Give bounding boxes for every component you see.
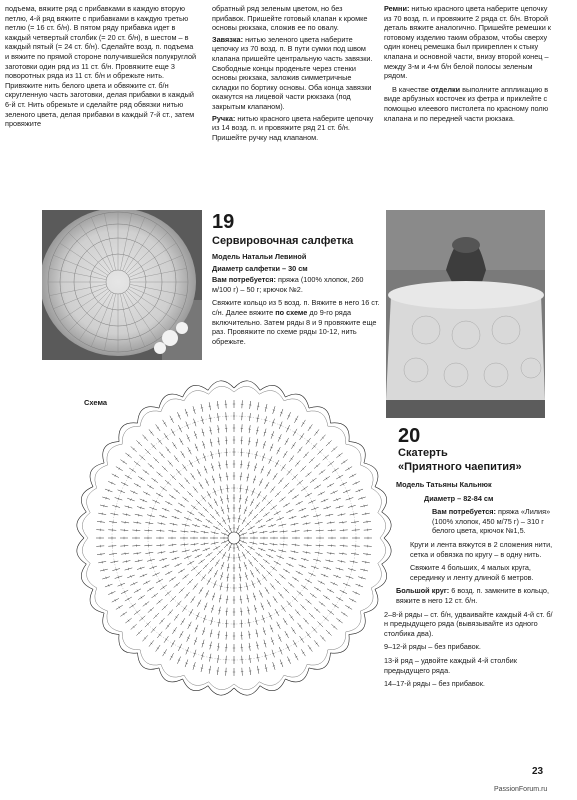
crochet-chart (64, 368, 404, 708)
col2-p1: обратный ряд зеленым цветом, но без прибавок. Пришейте готовый клапан к кромке основы рюкзака, сложив ее по овалу. (212, 4, 368, 33)
section-20-svyazhite: Свяжите 4 больших, 4 малых круга, серединку и ленту длиной 6 метров. (410, 563, 534, 582)
otdelka-pre: В качестве (392, 84, 431, 94)
need20-text: пряжа «Лилия» (100% хлопок, 450 м/75 г) – 310 г белого цвета, крючок №1,5. (432, 507, 551, 536)
col3-remni (384, 4, 552, 81)
col2-ruchka (212, 114, 376, 143)
big-label: Большой круг: (396, 586, 450, 596)
section-20-title-2: «Приятного чаепития» (398, 461, 522, 473)
section-20-model: Модель Татьяны Кальнюк (396, 480, 492, 489)
section-20-r9-12: 9–12-й ряды – без прибавок. (384, 642, 481, 652)
col1-paragraph: подъема, вяжите ряд с прибавками в каждую вторую петлю, 4-й ряд вяжите с прибавками в каждую третью петлю (= 16 ст. б/н). В пятом ряду прибавка идет в каждый четвертый столбик (= 20 ст. б/н), в шестом – в каждый пятый (= 24 ст. б/н). Сделайте возд. п. подъема и вяжите по прямой стороне получившейся полукруглой заготовки один ряд из 11 ст. б/н. Провяжите еще 3 поворотных ряда из 11 ст. б/н и обрежьте нить. Привяжите нить белого цвета и обвяжите ст. б/н скругленную часть заготовки, делая прибавки в каждый 6-й ст. Нить обрежьте и сделайте ряд обвязки нитью зеленого цвета, делая прибавки в каждый 7-й ст., затем провяжите (5, 4, 197, 129)
section-19-title: Сервировочная салфетка (212, 235, 354, 247)
section-20-need (396, 507, 556, 536)
remni-label: Ремни: (384, 4, 410, 13)
big-text: 6 возд. п. замкните в кольцо, вяжите в него 12 ст. б/н. (396, 586, 550, 605)
need20-label: Вам потребуется: (432, 507, 496, 517)
instr19-a: Свяжите кольцо из 5 возд. п. Вяжите в него 16 ст. с/н. Далее вяжите (212, 298, 380, 317)
remni-text: нитью красного цвета наберите цепочку из 70 возд. п. и провяжите 2 ряда ст. б/н. Второй деталь вяжите аналогично. Пришейте ремешки к готовому изделию таким образом, чтобы сверху один конец ремешка был прикреплен к стыку клапана и основной части, внизу второй конец – между 3-м и 4-м б/н белой полосы зеленым рядом. (384, 4, 551, 81)
tablecloth-photo (386, 210, 545, 418)
section-19-need (212, 275, 382, 294)
section-19-text (212, 252, 382, 346)
otdelka-text: выполните аппликацию в виде арбузных косточек из фетра и приклейте с помощью клеевого пистолета по красному полю клапана и по передней части рюкзака. (384, 84, 549, 123)
col1-text (5, 4, 198, 129)
zavyazka-text: нитью зеленого цвета наберите цепочку из 70 возд. п. В пути сумки под швом клапана пришейте центральную часть завязки. Свободные концы проденьте через стенки основы рюкзака, заложив симметричные складки по бортику основы. Оба конца завязки окажутся на лицевой части рюкзака (под закрытым клапаном). (212, 34, 373, 111)
section-19-instr (212, 298, 382, 346)
section-20-r14-17: 14–17-й ряды – без прибавок. (384, 679, 485, 689)
schema-label: Схема (84, 398, 108, 407)
col3-otdelka (384, 85, 552, 123)
section-20-r13: 13-й ряд – удвойте каждый 4-й столбик предыдущего ряда. (384, 655, 517, 675)
site-watermark: PassionForum.ru (494, 786, 548, 793)
section-20-big (396, 586, 556, 605)
col3-text (384, 4, 552, 123)
section-20-number: 20 (398, 425, 421, 447)
section-19-model: Модель Натальи Левиной (212, 252, 307, 261)
section-20-krugi: Круги и лента вяжутся в 2 сложения нити, сетка и обвязка по кругу – в одну нить. (410, 539, 553, 559)
section-20-text (384, 480, 556, 689)
otdelka-label: отделки (430, 84, 461, 94)
ruchka-label: Ручка: (212, 113, 236, 123)
need19-text: пряжа (100% хлопок, 260 м/100 г) – 50 г; крючок №2. (212, 275, 364, 294)
instr19-b: по схеме (275, 307, 308, 317)
col2-text (212, 4, 376, 142)
ruchka-text: нитью красного цвета наберите цепочку из 14 возд. п. и провяжите ряд 21 ст. б/н. Пришейте ручку над клапаном. (212, 113, 374, 142)
section-19-number: 19 (212, 211, 235, 233)
zavyazka-label: Завязка: (212, 34, 244, 44)
section-19-diam: Диаметр салфетки – 30 см (212, 263, 308, 273)
tablecloth-photo-image (386, 210, 545, 418)
doily-photo-image (42, 210, 202, 360)
need19-label: Вам потребуется: (212, 275, 276, 285)
col2-zavyazka (212, 35, 376, 112)
section-20-diam: Диаметр – 82-84 см (424, 493, 494, 503)
doily-photo (42, 210, 202, 360)
instr19-c: до 9-го ряда включительно. Затем ряды 8 и 9 провяжите еще раз. Провяжите по схеме ряды 10-12, нить обрежьте. (212, 307, 377, 346)
page-number: 23 (532, 766, 544, 777)
section-20-r2-8: 2–8-й ряды – ст. б/н, удваивайте каждый 4-й ст. б/н предыдущего ряда (вывязывайте из одного столбика два). (384, 609, 553, 638)
section-20-title-1: Скатерть (398, 447, 448, 459)
